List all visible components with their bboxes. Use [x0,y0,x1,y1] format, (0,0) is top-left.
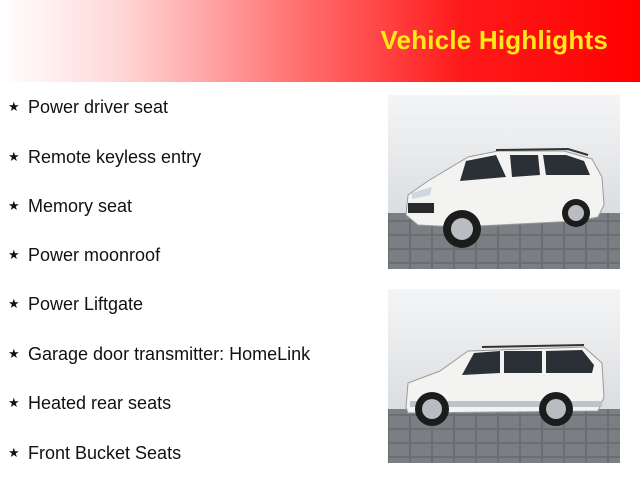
star-icon: ★ [8,149,20,164]
star-icon: ★ [8,296,20,311]
feature-label: Memory seat [28,195,133,216]
suv-front-three-quarter-illustration [388,95,620,269]
feature-item [8,92,168,122]
star-icon: ★ [8,346,20,361]
feature-label: Front Bucket Seats [28,442,182,463]
feature-label: Power Liftgate [28,293,144,314]
feature-label: Remote keyless entry [28,146,202,167]
page-title: Vehicle Highlights [380,25,608,55]
suv-side-profile-illustration [388,289,620,463]
feature-item [8,142,201,172]
vehicle-side-profile-photo [388,289,620,463]
feature-label: Power driver seat [28,96,169,117]
star-icon: ★ [8,445,20,460]
feature-label: Garage door transmitter: HomeLink [28,343,311,364]
header-banner [0,0,640,82]
feature-item [8,191,132,221]
feature-label: Power moonroof [28,244,161,265]
feature-item [8,289,143,319]
star-icon: ★ [8,198,20,213]
feature-item [8,388,171,418]
star-icon: ★ [8,99,20,114]
star-icon: ★ [8,247,20,262]
feature-label: Heated rear seats [28,392,172,413]
star-icon: ★ [8,395,20,410]
vehicle-front-three-quarter-photo [388,95,620,269]
feature-item [8,339,310,369]
feature-item [8,438,181,468]
feature-item [8,240,160,270]
